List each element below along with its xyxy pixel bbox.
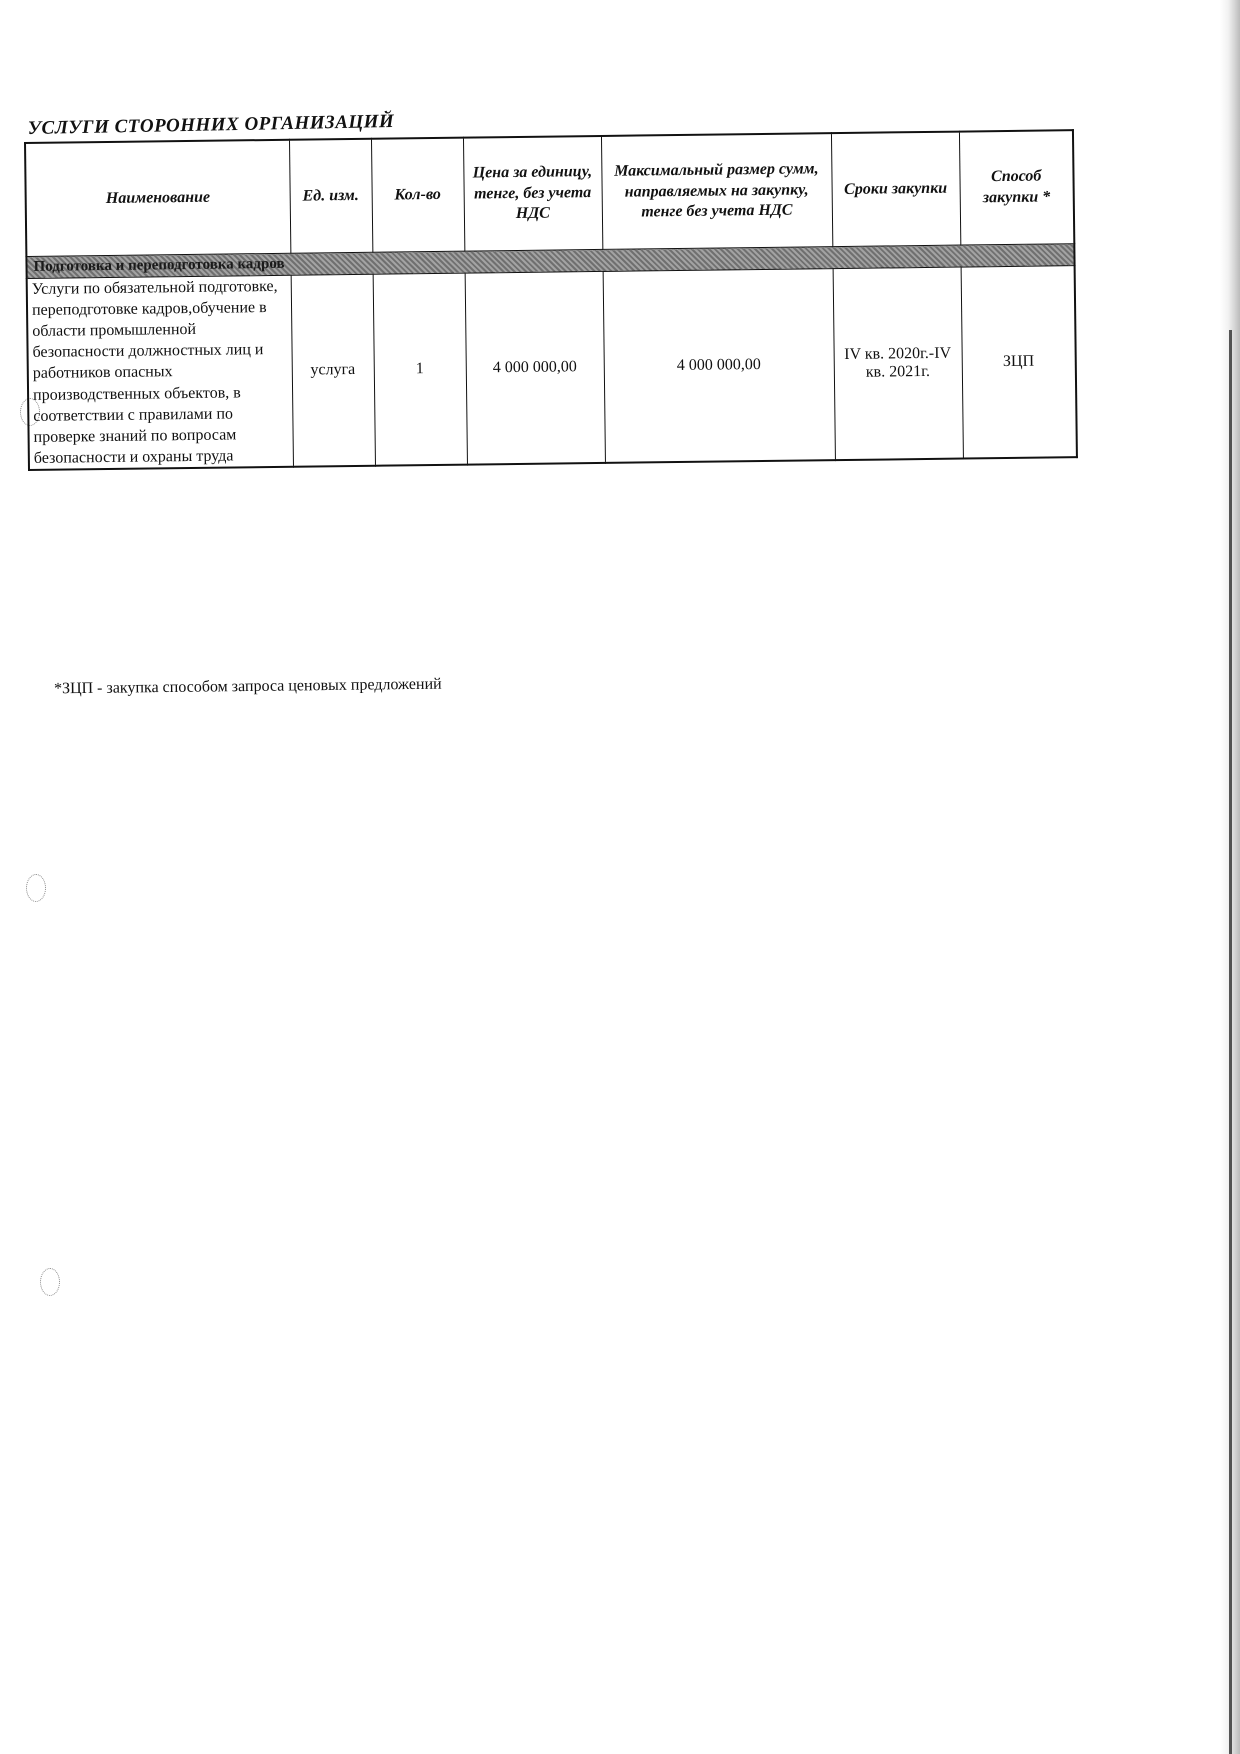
cell-unit: услуга: [291, 274, 375, 466]
header-max-amount: Максимальный размер сумм, направляемых на закупку, тенге без учета НДС: [601, 133, 832, 249]
scan-edge-line: [1229, 330, 1232, 1754]
cell-method: ЗЦП: [961, 266, 1077, 459]
punch-hole-mark: [26, 874, 46, 902]
table-header-row: [25, 130, 1074, 256]
header-method: Способ закупки *: [959, 130, 1074, 245]
header-period: Сроки закупки: [831, 132, 960, 247]
header-qty: Кол-во: [371, 138, 464, 253]
punch-hole-mark: [40, 1268, 60, 1296]
header-unit: Ед. изм.: [289, 139, 372, 253]
procurement-table: [24, 129, 1078, 471]
cell-qty: 1: [373, 273, 467, 466]
group-label: Подготовка и переподготовка кадров: [26, 244, 1074, 279]
table-row: [27, 266, 1077, 470]
cell-name: Услуги по обязательной подготовке, переподготовке кадров,обучение в области промышленной безопасности должностных лиц и работников опасных производственных объектов, в соответствии с правилами по проверке знаний по вопросам безопасности и охраны труда: [27, 275, 293, 470]
cell-max-amount: 4 000 000,00: [603, 269, 835, 463]
header-unit-price: Цена за единицу, тенге, без учета НДС: [463, 136, 602, 251]
procurement-table-wrapper: [24, 129, 1076, 471]
cell-period: IV кв. 2020г.-IV кв. 2021г.: [833, 267, 963, 460]
section-title: УСЛУГИ СТОРОННИХ ОРГАНИЗАЦИЙ: [27, 110, 395, 140]
header-name: Наименование: [25, 140, 290, 257]
cell-unit-price: 4 000 000,00: [465, 271, 605, 464]
footnote: *ЗЦП - закупка способом запроса ценовых предложений: [53, 675, 442, 698]
